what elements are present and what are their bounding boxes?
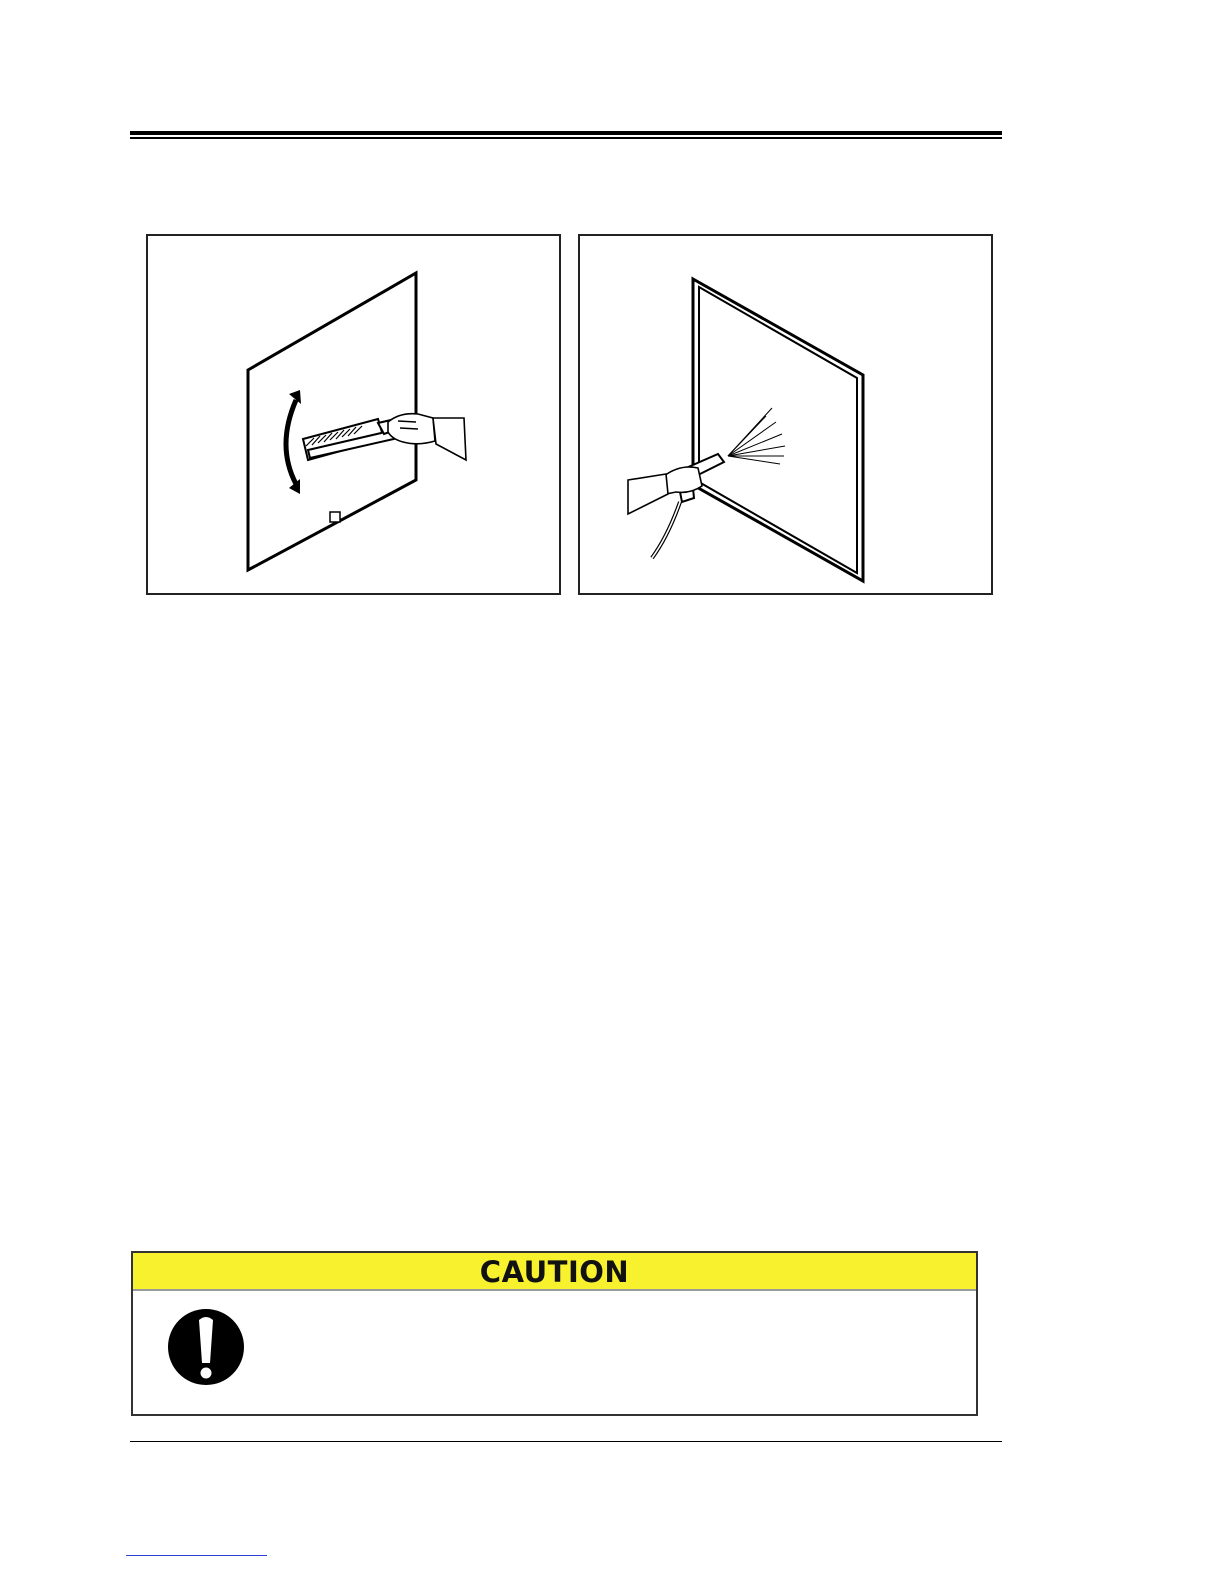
- header-rule-thin: [130, 137, 1002, 139]
- hand-icon: [628, 467, 702, 514]
- panel-tab: [330, 512, 340, 522]
- air-hose: [652, 502, 680, 558]
- air-blow-illustration: [580, 236, 991, 593]
- caution-box: [131, 1251, 978, 1416]
- footer-rule: [130, 1441, 1002, 1442]
- exclamation-icon: [167, 1308, 245, 1386]
- brush-cleaning-illustration: [148, 236, 559, 593]
- filter-panel: [693, 279, 863, 581]
- caution-title: CAUTION: [133, 1253, 976, 1291]
- figure-air-blow-cleaning: [578, 234, 993, 595]
- footer-link-underline[interactable]: [126, 1555, 267, 1556]
- figure-brush-cleaning: [146, 234, 561, 595]
- header-rule-thick: [130, 131, 1002, 135]
